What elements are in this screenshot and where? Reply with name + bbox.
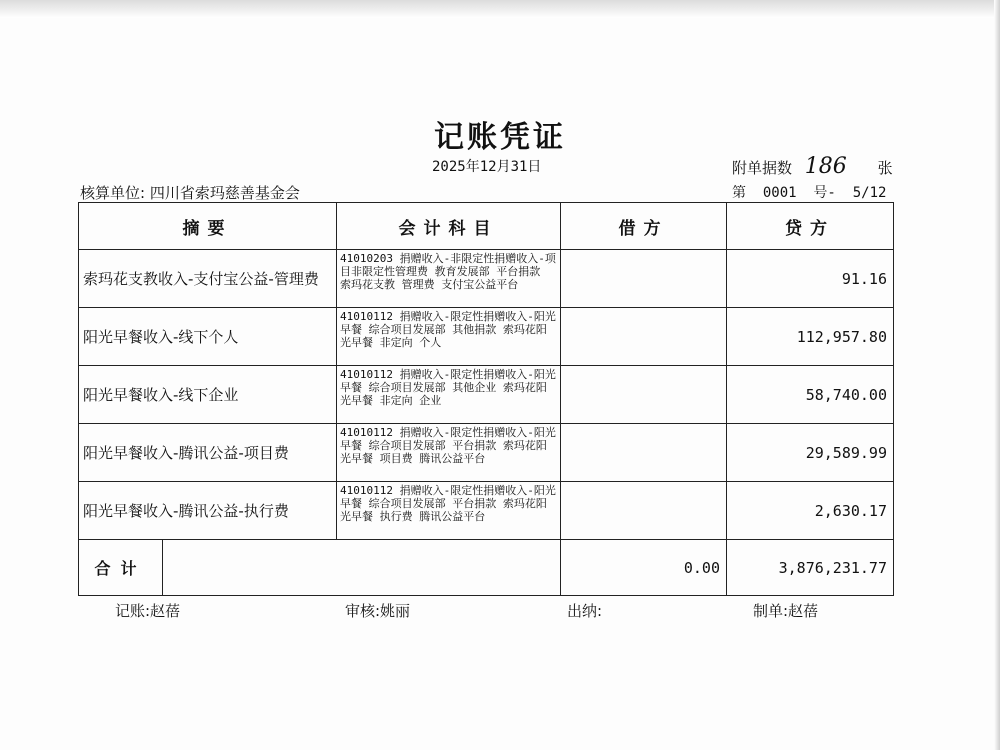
header-summary: 摘要 <box>79 203 337 250</box>
scan-shadow-top <box>0 0 1000 18</box>
preparer: 制单:赵蓓 <box>753 602 819 620</box>
row-debit <box>561 424 727 482</box>
table-row <box>79 308 894 366</box>
header-debit: 借方 <box>561 203 727 250</box>
voucher-number: 第 0001 号- 5/12 <box>732 185 887 201</box>
row-summary: 阳光早餐收入-线下个人 <box>79 308 337 366</box>
table-row <box>79 366 894 424</box>
row-summary: 阳光早餐收入-腾讯公益-执行费 <box>79 482 337 540</box>
row-subject: 41010112 捐赠收入-限定性捐赠收入-阳光早餐 综合项目发展部 平台捐款 索玛花阳光早餐 执行费 腾讯公益平台 <box>337 482 561 540</box>
voucher-table <box>78 202 894 596</box>
row-debit <box>561 250 727 308</box>
row-credit: 2,630.17 <box>727 482 894 540</box>
bookkeeper: 记账:赵蓓 <box>115 602 181 620</box>
attachments-unit: 张 <box>877 159 893 177</box>
row-summary: 阳光早餐收入-线下企业 <box>79 366 337 424</box>
row-debit <box>561 482 727 540</box>
cashier: 出纳: <box>567 602 603 620</box>
attachments-info <box>732 154 893 179</box>
row-subject: 41010112 捐赠收入-限定性捐赠收入-阳光早餐 综合项目发展部 其他企业 索玛花阳光早餐 非定向 企业 <box>337 366 561 424</box>
row-subject: 41010112 捐赠收入-限定性捐赠收入-阳光早餐 综合项目发展部 平台捐款 索玛花阳光早餐 项目费 腾讯公益平台 <box>337 424 561 482</box>
row-credit: 91.16 <box>727 250 894 308</box>
row-subject: 41010203 捐赠收入-非限定性捐赠收入-项目非限定性管理费 教育发展部 平台捐款 索玛花支教 管理费 支付宝公益平台 <box>337 250 561 308</box>
row-credit: 58,740.00 <box>727 366 894 424</box>
row-credit: 112,957.80 <box>727 308 894 366</box>
row-debit <box>561 308 727 366</box>
row-summary: 阳光早餐收入-腾讯公益-项目费 <box>79 424 337 482</box>
attachments-count: 186 <box>804 154 847 179</box>
reviewer: 审核:姚丽 <box>345 602 411 620</box>
row-subject: 41010112 捐赠收入-限定性捐赠收入-阳光早餐 综合项目发展部 其他捐款 索玛花阳光早餐 非定向 个人 <box>337 308 561 366</box>
table-row <box>79 482 894 540</box>
header-subject: 会计科目 <box>337 203 561 250</box>
row-credit: 29,589.99 <box>727 424 894 482</box>
unit-name: 四川省索玛慈善基金会 <box>149 184 300 202</box>
accounting-unit <box>80 182 300 203</box>
voucher-title: 记账凭证 <box>434 120 566 155</box>
total-debit: 0.00 <box>561 540 727 596</box>
row-summary: 索玛花支教收入-支付宝公益-管理费 <box>79 250 337 308</box>
total-credit: 3,876,231.77 <box>727 540 894 596</box>
table-row <box>79 424 894 482</box>
attachments-label: 附单据数 <box>732 159 793 177</box>
total-label: 合计 <box>79 540 163 596</box>
total-blank <box>163 540 561 596</box>
total-row <box>79 540 894 596</box>
header-credit: 贷方 <box>727 203 894 250</box>
unit-label: 核算单位: <box>80 184 146 202</box>
voucher-date: 2025年12月31日 <box>432 159 542 175</box>
table-row <box>79 250 894 308</box>
row-debit <box>561 366 727 424</box>
